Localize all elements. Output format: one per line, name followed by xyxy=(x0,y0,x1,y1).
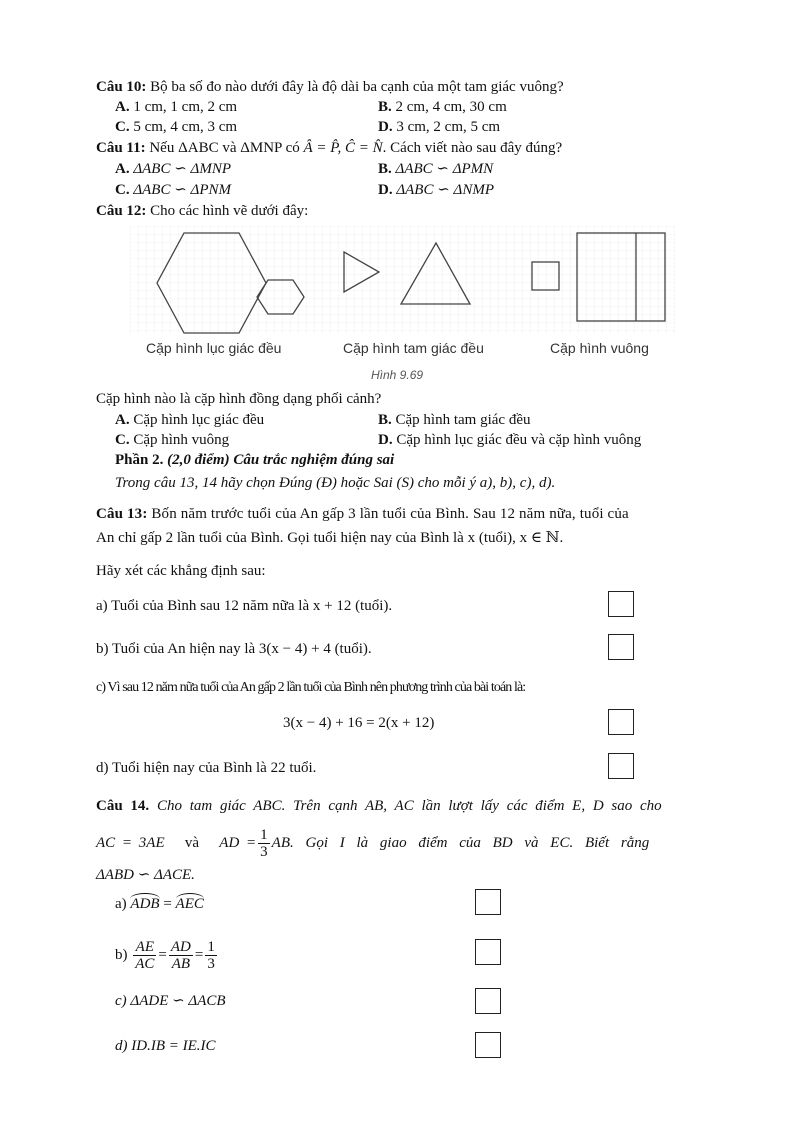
q11-option-a: A. ΔABC ∽ ΔMNP xyxy=(115,161,232,177)
q14-answer-box-a[interactable] xyxy=(475,889,501,915)
q11-line: Câu 11: Nếu ΔABC và ΔMNP có Â = P̂, Ĉ = N̂. Cách viết nào sau đây đúng? xyxy=(96,140,563,156)
figure-label-triangles: Cặp hình tam giác đều xyxy=(343,340,484,356)
q14-answer-box-c[interactable] xyxy=(475,988,501,1014)
q14-line1: Câu 14. Cho tam giác ABC. Trên cạnh AB, AC lần lượt lấy các điểm E, D sao cho xyxy=(96,798,662,814)
q14-statement-b: b) $\frac{AE}{AC}$ = $\frac{AD}{AB}$ = $\frac{1}{3}$ xyxy=(115,938,215,972)
q11-option-d: D. ΔABC ∽ ΔNMP xyxy=(378,182,495,198)
part2-instruction: Trong câu 13, 14 hãy chọn Đúng (Đ) hoặc Sai (S) cho mỗi ý a), b), c), d). xyxy=(115,475,556,491)
q13-answer-box-c[interactable] xyxy=(608,709,634,735)
q13-prompt: Hãy xét các khẳng định sau: xyxy=(96,563,266,579)
q13-answer-box-b[interactable] xyxy=(608,634,634,660)
q11-label: Câu 11: xyxy=(96,140,146,156)
q13-statement-c: c) Vì sau 12 năm nữa tuổi của An gấp 2 lần tuổi của Bình nên phương trình của bài toán là: xyxy=(96,680,526,695)
figure-caption: Hình 9.69 xyxy=(371,368,424,382)
q10-option-b: B. 2 cm, 4 cm, 30 cm xyxy=(378,99,507,115)
q10-option-d: D. 3 cm, 2 cm, 5 cm xyxy=(378,119,501,135)
q12-label: Câu 12: xyxy=(96,203,147,219)
q14-line2: AC = 3AE và AD = $\frac{1}{3}$ AB. Gọi I là giao điểm của BD và EC. Biết rằng xyxy=(96,826,650,860)
q14-label: Câu 14. xyxy=(96,798,150,814)
q10-line xyxy=(96,78,564,96)
q10-option-a: A. 1 cm, 1 cm, 2 cm xyxy=(115,99,238,115)
q13-answer-box-d[interactable] xyxy=(608,753,634,779)
q13-statement-a: a) Tuổi của Bình sau 12 năm nữa là x + 12 (tuổi). xyxy=(96,598,393,614)
figure-label-hexagons: Cặp hình lục giác đều xyxy=(146,340,282,356)
figure-label-squares: Cặp hình vuông xyxy=(550,340,649,356)
q12-line: Câu 12: Cho các hình vẽ dưới đây: xyxy=(96,203,309,219)
q13-line1: Câu 13: Bốn năm trước tuổi của An gấp 3 lần tuổi của Bình. Sau 12 năm nữa, tuổi của xyxy=(96,506,629,522)
q14-answer-box-b[interactable] xyxy=(475,939,501,965)
q14-line3: ΔABD ∽ ΔACE. xyxy=(96,867,195,883)
part2-heading: Phần 2. (2,0 điểm) Câu trắc nghiệm đúng sai xyxy=(115,452,395,468)
q12-option-b: B. Cặp hình tam giác đều xyxy=(378,412,531,428)
q13-answer-box-a[interactable] xyxy=(608,591,634,617)
q12-option-c: C. Cặp hình vuông xyxy=(115,432,230,448)
q14-statement-c: c) ΔADE ∽ ΔACB xyxy=(115,993,226,1009)
q11-option-b: B. ΔABC ∽ ΔPMN xyxy=(378,161,494,177)
q11-condition: Â = P̂, Ĉ = N̂ xyxy=(303,140,383,156)
q13-equation: 3(x − 4) + 16 = 2(x + 12) xyxy=(283,715,435,731)
q13-line2: An chỉ gấp 2 lần tuổi của Bình. Gọi tuổi hiện nay của Bình là x (tuổi), x ∈ ℕ. xyxy=(96,530,564,546)
q13-statement-b: b) Tuổi của An hiện nay là 3(x − 4) + 4 (tuổi). xyxy=(96,641,372,657)
q10-label: Câu 10: xyxy=(96,79,147,95)
q10-option-c: C. 5 cm, 4 cm, 3 cm xyxy=(115,119,238,135)
q11-option-c: C. ΔABC ∽ ΔPNM xyxy=(115,182,232,198)
q12-question: Cặp hình nào là cặp hình đồng dạng phối cảnh? xyxy=(96,391,382,407)
q14-statement-d: d) ID.IB = IE.IC xyxy=(115,1038,216,1054)
q13-statement-d: d) Tuổi hiện nay của Bình là 22 tuổi. xyxy=(96,760,317,776)
q14-fraction-one-third: $\frac{1}{3}$ xyxy=(260,826,268,860)
figure-9-69 xyxy=(130,226,675,334)
q14-answer-box-d[interactable] xyxy=(475,1032,501,1058)
q10-text: Bộ ba số đo nào dưới đây là độ dài ba cạnh của một tam giác vuông? xyxy=(150,79,564,95)
q14-statement-a: a) ADB = AEC xyxy=(115,893,204,913)
q13-label: Câu 13: xyxy=(96,506,148,522)
q12-option-a: A. Cặp hình lục giác đều xyxy=(115,412,265,428)
q12-option-d: D. Cặp hình lục giác đều và cặp hình vuông xyxy=(378,432,642,448)
